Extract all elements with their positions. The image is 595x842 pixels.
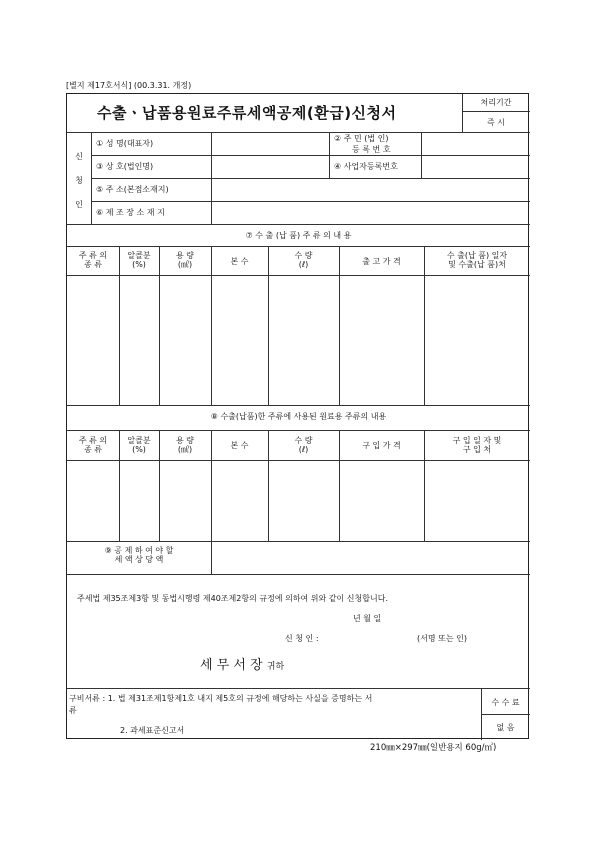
attachments-line1: 구비서류 : 1. 법 제31조제1항제1호 내지 제5호의 규정에 해당하는 사실을 증명하는 서 <box>69 694 373 703</box>
s7-col-bottles: 본 수 <box>230 257 249 266</box>
trade-name-label: ③ 상 호(법인명) <box>96 162 154 171</box>
name-label: ① 성 명(대표자) <box>96 139 154 148</box>
statement-text: 주세법 제35조제3항 및 동법시행령 제40조제2항의 규정에 의하여 위와 같이 신청합니다. <box>77 594 388 603</box>
s8-col-date: 구 입 일 자 및 구 입 처 <box>452 436 502 455</box>
s8-col-type: 주 류 의 종 류 <box>78 436 108 455</box>
applicant-label-3: 인 <box>75 200 83 209</box>
application-form <box>66 93 529 739</box>
factory-label: ⑥ 제 조 장 소 재 지 <box>96 208 165 217</box>
s8-col-quantity: 수 량 (ℓ) <box>294 436 313 455</box>
form-title: 수출ㆍ납품용원료주류세액공제(환급)신청서 <box>97 104 397 122</box>
section7-title: ⑦ 수 출 (납 품) 주 류 의 내 용 <box>245 231 352 240</box>
applicant-label-1: 신 <box>75 152 83 161</box>
s8-col-bottles: 본 수 <box>230 441 249 450</box>
fee-label: 수 수 료 <box>491 698 520 707</box>
section8-title: ⑧ 수출(납품)한 주류에 사용된 원료용 주류의 내용 <box>210 412 387 421</box>
address-label: ⑤ 주 소(본점소재지) <box>96 185 169 194</box>
paper-size: 210㎜×297㎜(일반용지 60g/㎡) <box>370 743 497 753</box>
applicant-label-2: 청 <box>75 176 83 185</box>
date-line: 년 월 일 <box>353 614 382 623</box>
s7-col-date: 수 출(납 품) 일자 및 수출(납 품)처 <box>446 251 508 270</box>
s8-col-price: 구 입 가 격 <box>362 441 401 450</box>
recipient: 세 무 서 장 귀하 <box>200 658 285 673</box>
applicant-sign-label: 신 청 인 : <box>285 634 319 643</box>
s8-col-alcohol: 알콜분 (%) <box>127 436 151 455</box>
resident-no-label: ② 주 민 (법 인) <box>334 134 389 143</box>
s7-col-volume: 용 량 (㎖) <box>176 251 194 270</box>
sign-note: (서명 또는 인) <box>417 634 467 643</box>
s7-col-quantity: 수 량 (ℓ) <box>294 251 313 270</box>
resident-no-label-2: 등 록 번 호 <box>352 145 391 154</box>
s7-col-alcohol: 알콜분 (%) <box>127 251 151 270</box>
s7-col-price: 출 고 가 격 <box>362 257 401 266</box>
business-no-label: ④ 사업자등록번호 <box>334 162 398 171</box>
attachments-line1b: 류 <box>69 706 77 715</box>
deduction-label: ⑨ 공 제 하 여 야 할 세 액 상 당 액 <box>104 546 174 565</box>
s8-col-volume: 용 량 (㎖) <box>176 436 194 455</box>
s7-col-type: 주 류 의 종 류 <box>78 251 108 270</box>
form-code: [별지 제17호서식] (00.3.31. 개정) <box>66 81 192 90</box>
attachments-line2: 2. 과세표준신고서 <box>120 726 185 735</box>
fee-value: 없 음 <box>496 723 515 732</box>
processing-label: 처리기간 <box>480 98 512 107</box>
processing-value: 즉 시 <box>487 118 505 127</box>
